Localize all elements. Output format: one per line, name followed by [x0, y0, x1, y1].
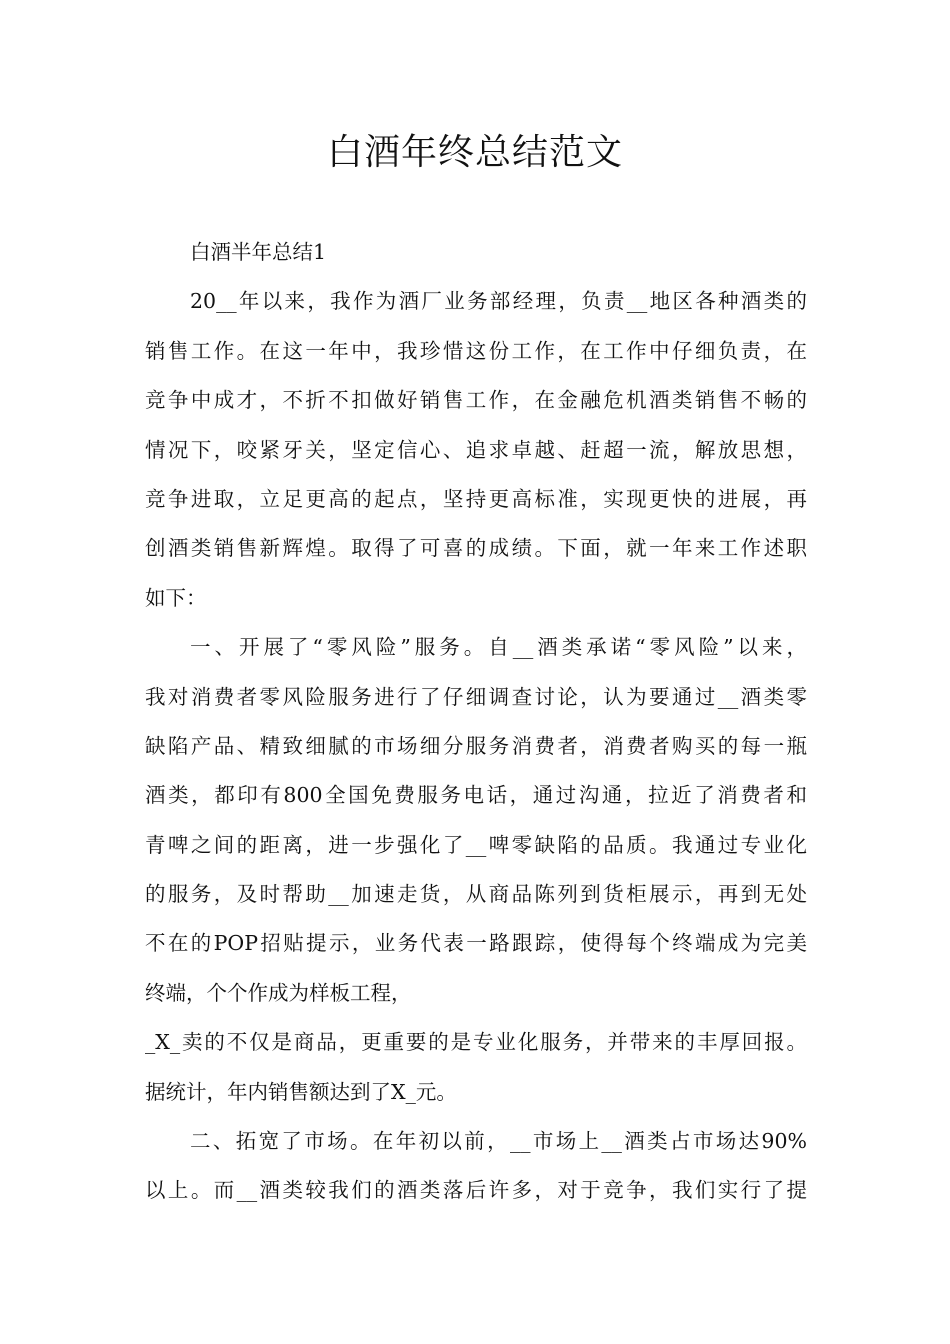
paragraph-line: 一、开展了“零风险”服务。自__酒类承诺“零风险”以来， — [190, 635, 807, 660]
paragraph-line: 情况下，咬紧牙关，坚定信心、追求卓越、赶超一流，解放思想， — [145, 437, 807, 462]
paragraph-line: 青啤之间的距离，进一步强化了__啤零缺陷的品质。我通过专业化 — [145, 832, 807, 857]
document-body — [145, 228, 807, 1216]
paragraph-line: 二、拓宽了市场。在年初以前，__市场上__酒类占市场达90% — [190, 1129, 807, 1154]
paragraph-line: 终端，个个作成为样板工程， — [145, 980, 412, 1005]
paragraph-line: 销售工作。在这一年中，我珍惜这份工作，在工作中仔细负责，在 — [145, 338, 807, 363]
paragraph-line: 创酒类销售新辉煌。取得了可喜的成绩。下面，就一年来工作述职 — [145, 536, 807, 561]
section-heading: 白酒半年总结1 — [190, 240, 327, 264]
paragraph-line: 酒类，都印有800全国免费服务电话，通过沟通，拉近了消费者和 — [145, 783, 807, 808]
paragraph-line: 我对消费者零风险服务进行了仔细调查讨论，认为要通过__酒类零 — [145, 684, 807, 709]
paragraph-line: 20__年以来，我作为酒厂业务部经理，负责__地区各种酒类的 — [190, 289, 807, 314]
paragraph-line: 据统计，年内销售额达到了X_元。 — [145, 1079, 457, 1104]
paragraph-line: 竞争进取，立足更高的起点，坚持更高标准，实现更快的进展，再 — [145, 486, 807, 511]
paragraph-line: 的服务，及时帮助__加速走货，从商品陈列到货柜展示，再到无处 — [145, 882, 807, 907]
paragraph-line: 如下： — [145, 585, 207, 610]
paragraph-line: _X_卖的不仅是商品，更重要的是专业化服务，并带来的丰厚回报。 — [145, 1030, 807, 1055]
paragraph-line: 竞争中成才，不折不扣做好销售工作，在金融危机酒类销售不畅的 — [145, 388, 807, 413]
paragraph-line: 以上。而__酒类较我们的酒类落后许多，对于竞争，我们实行了提 — [145, 1178, 807, 1203]
document-title: 白酒年终总结范文 — [326, 132, 623, 173]
paragraph-line: 缺陷产品、精致细腻的市场细分服务消费者，消费者购买的每一瓶 — [145, 733, 807, 758]
paragraph-line: 不在的POP招贴提示，业务代表一路跟踪，使得每个终端成为完美 — [145, 931, 807, 956]
